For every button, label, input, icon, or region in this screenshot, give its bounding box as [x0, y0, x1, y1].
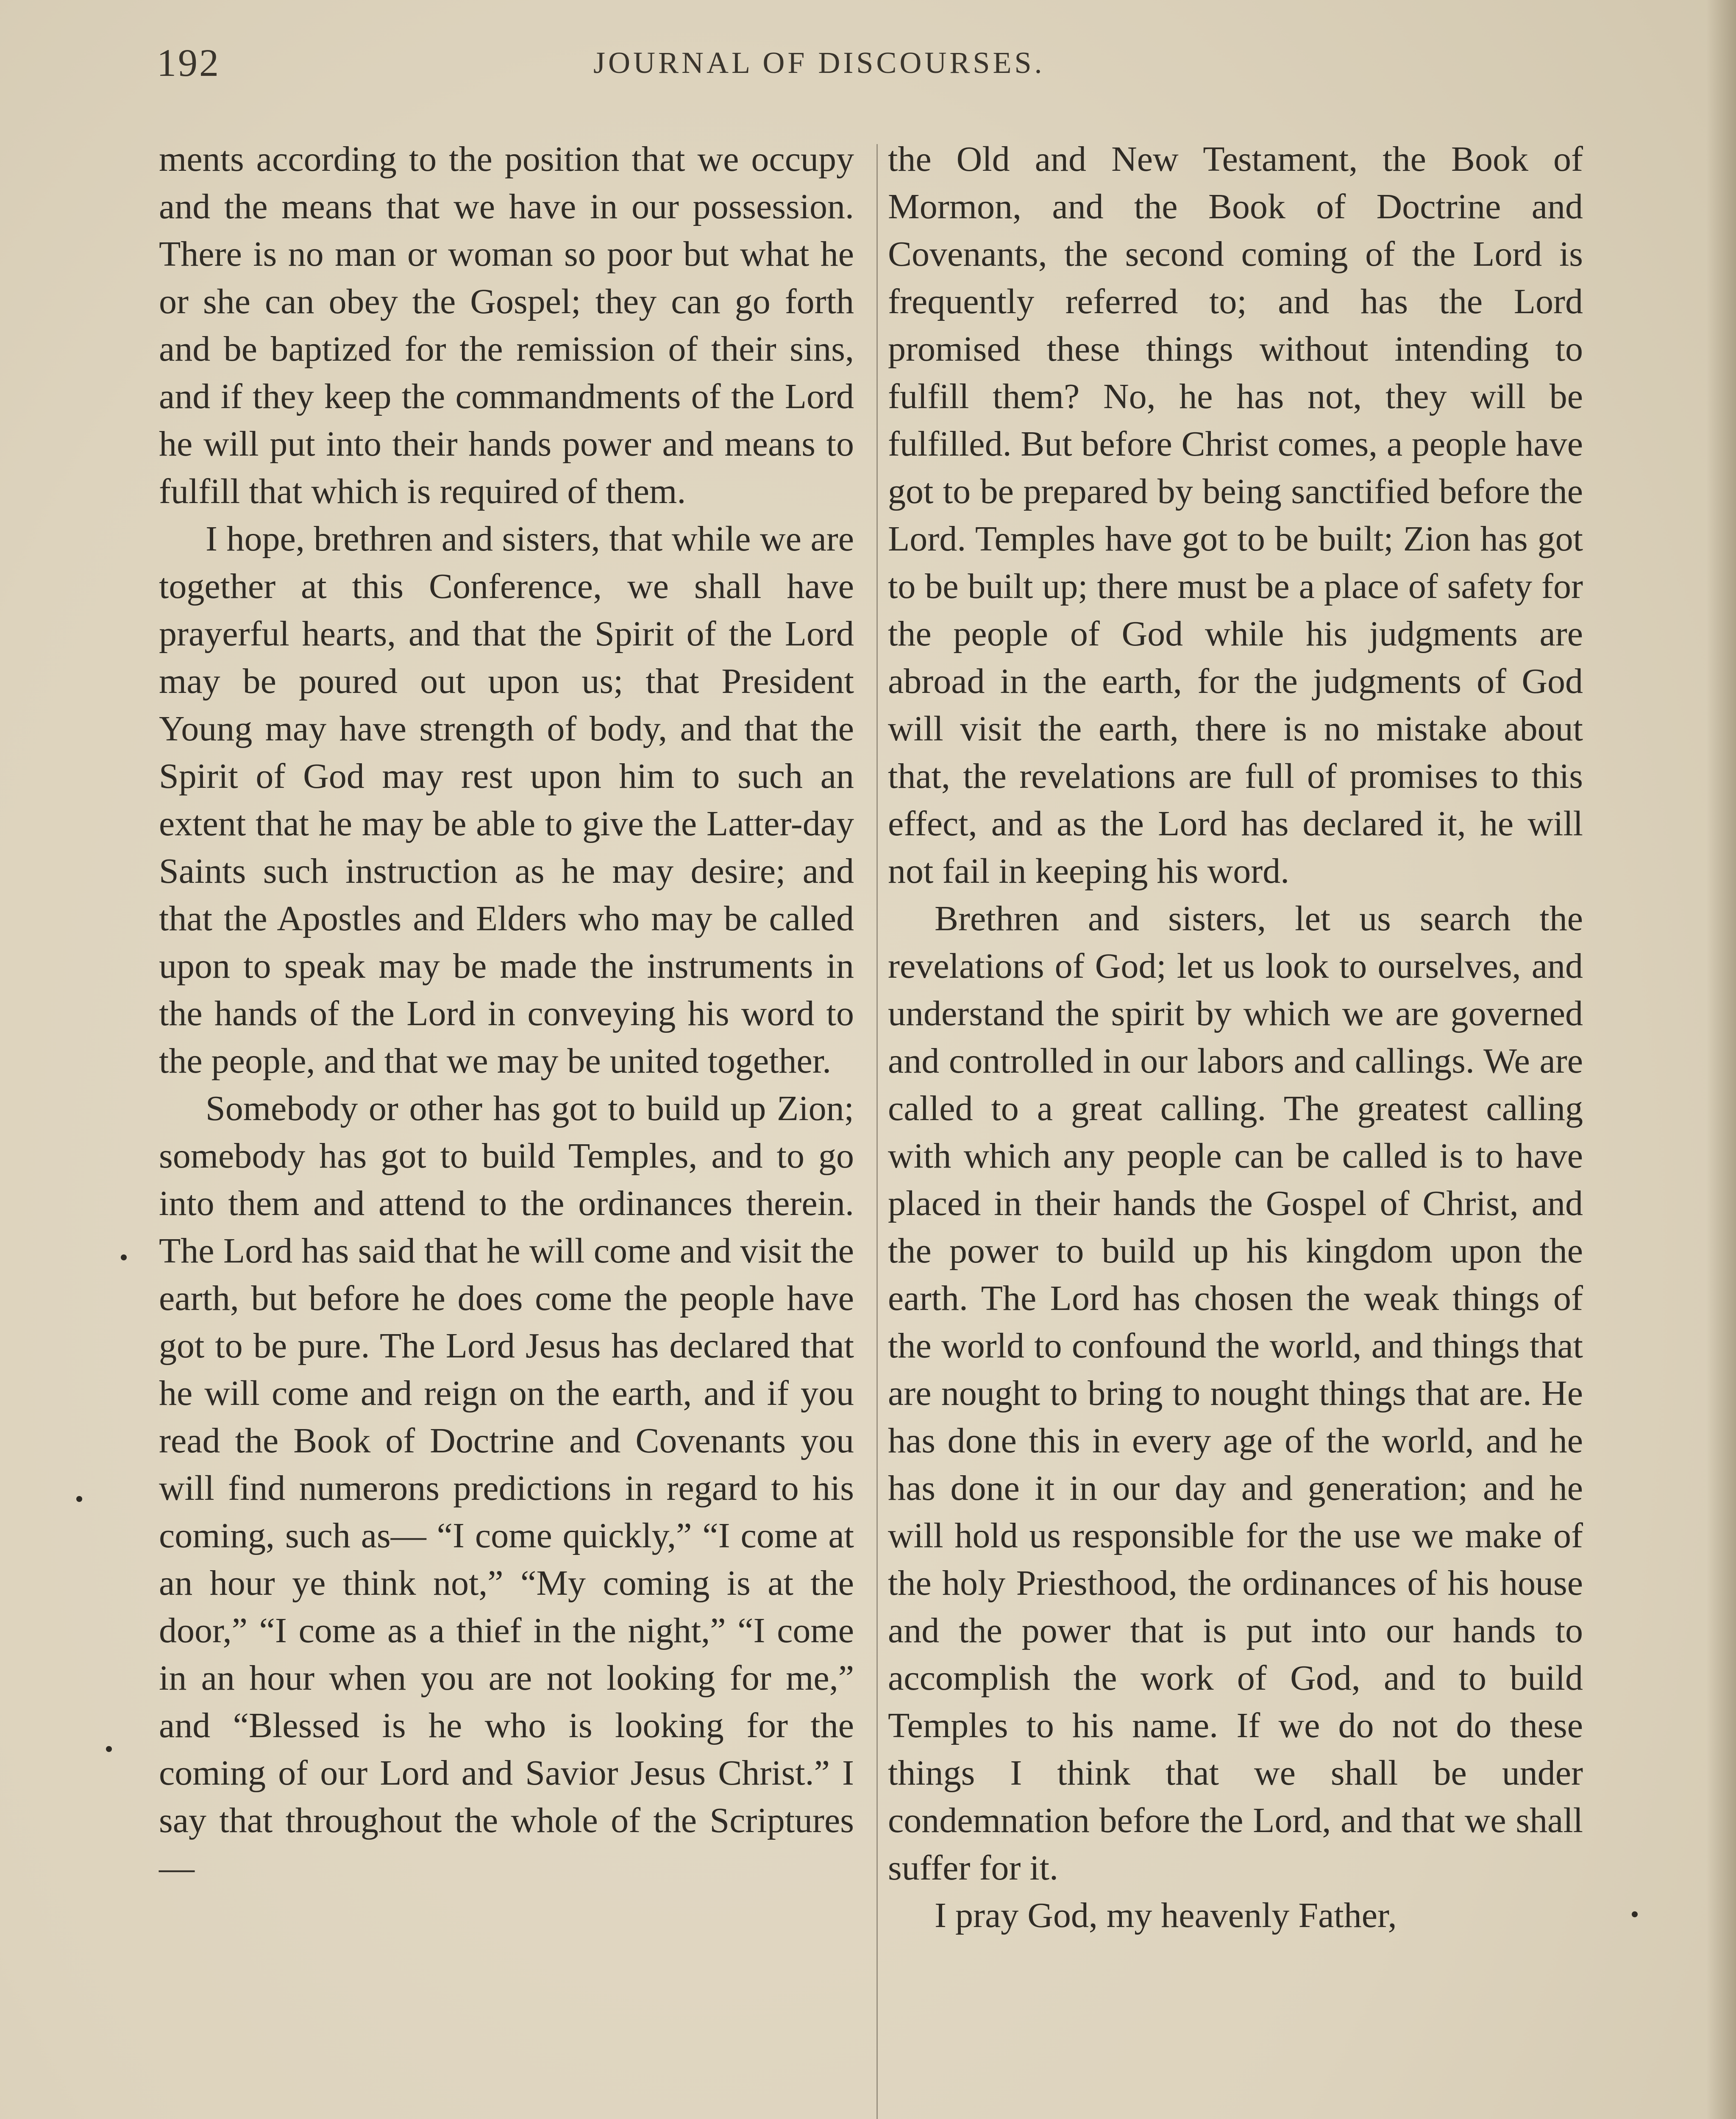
ink-speck [76, 1496, 82, 1502]
left-column [159, 136, 854, 1892]
column-divider [876, 144, 878, 2119]
right-paragraph-2: Brethren and sisters, let us search the revelations of God; let us look to ourselves, and understand the spirit by which we are governed and controlled in our labors and callings. We are called to a great calling. The greatest calling with which any people can be called is to have placed in their hands the Gospel of Christ, and the power to build up his kingdom upon the earth. The Lord has chosen the weak things of the world to confound the world, and things that are nought to bring to nought things that are. He has done this in every age of the world, and he has done it in our day and generation; and he will hold us responsible for the use we make of the holy Priesthood, the ordinances of his house and the power that is put into our hands to accomplish the work of God, and to build Temples to his name. If we do not do these things I think that we shall be under condemnation before the Lord, and that we shall suffer for it. [888, 899, 1583, 1888]
left-paragraph-2: I hope, brethren and sisters, that while we are together at this Conference, we shall have prayerful hearts, and that the Spirit of the Lord may be poured out upon us; that President Young may have strength of body, and that the Spirit of God may rest upon him to such an extent that he may be able to give the Latter-day Saints such instruction as he may desire; and that the Apostles and Elders who may be called upon to speak may be made the instruments in the hands of the Lord in conveying his word to the people, and that we may be united together. [159, 519, 854, 1081]
ink-speck [1632, 1911, 1638, 1917]
page-header [0, 40, 1736, 104]
running-head: JOURNAL OF DISCOURSES. [593, 46, 1045, 80]
page-edge-shadow [1706, 0, 1736, 2119]
right-paragraph-3: I pray God, my heavenly Father, [935, 1896, 1397, 1935]
left-paragraph-1: ments according to the position that we occupy and the means that we have in our possession. There is no man or woman so poor but what he or she can obey the Gospel; they can go forth and be baptized for the remission of their sins, and if they keep the commandments of the Lord he will put into their hands power and means to fulfill that which is required of them. [159, 139, 854, 511]
page-number: 192 [157, 41, 220, 84]
ink-speck [106, 1746, 112, 1752]
right-column [888, 136, 1583, 1939]
right-paragraph-1: the Old and New Testament, the Book of Mormon, and the Book of Doctrine and Covenants, the second coming of the Lord is frequently referred to; and has the Lord promised these things without intending to fulfill them? No, he has not, they will be fulfilled. But before Christ comes, a people have got to be prepared by being sanctified before the Lord. Temples have got to be built; Zion has got to be built up; there must be a place of safety for the people of God while his judgments are abroad in the earth, for the judgments of God will visit the earth, there is no mistake about that, the revelations are full of promises to this effect, and as the Lord has declared it, he will not fail in keeping his word. [888, 139, 1583, 891]
ink-speck [121, 1254, 127, 1260]
left-paragraph-3: Somebody or other has got to build up Zion; somebody has got to build Temples, and to go into them and attend to the ordinances therein. The Lord has said that he will come and visit the earth, but before he does come the people have got to be pure. The Lord Jesus has declared that he will come and reign on the earth, and if you read the Book of Doctrine and Covenants you will find numerons predictions in regard to his coming, such as— “I come quickly,” “I come at an hour ye think not,” “My coming is at the door,” “I come as a thief in the night,” “I come in an hour when you are not looking for me,” and “Blessed is he who is looking for the coming of our Lord and Savior Jesus Christ.” I say that throughout the whole of the Scriptures— [159, 1089, 854, 1888]
